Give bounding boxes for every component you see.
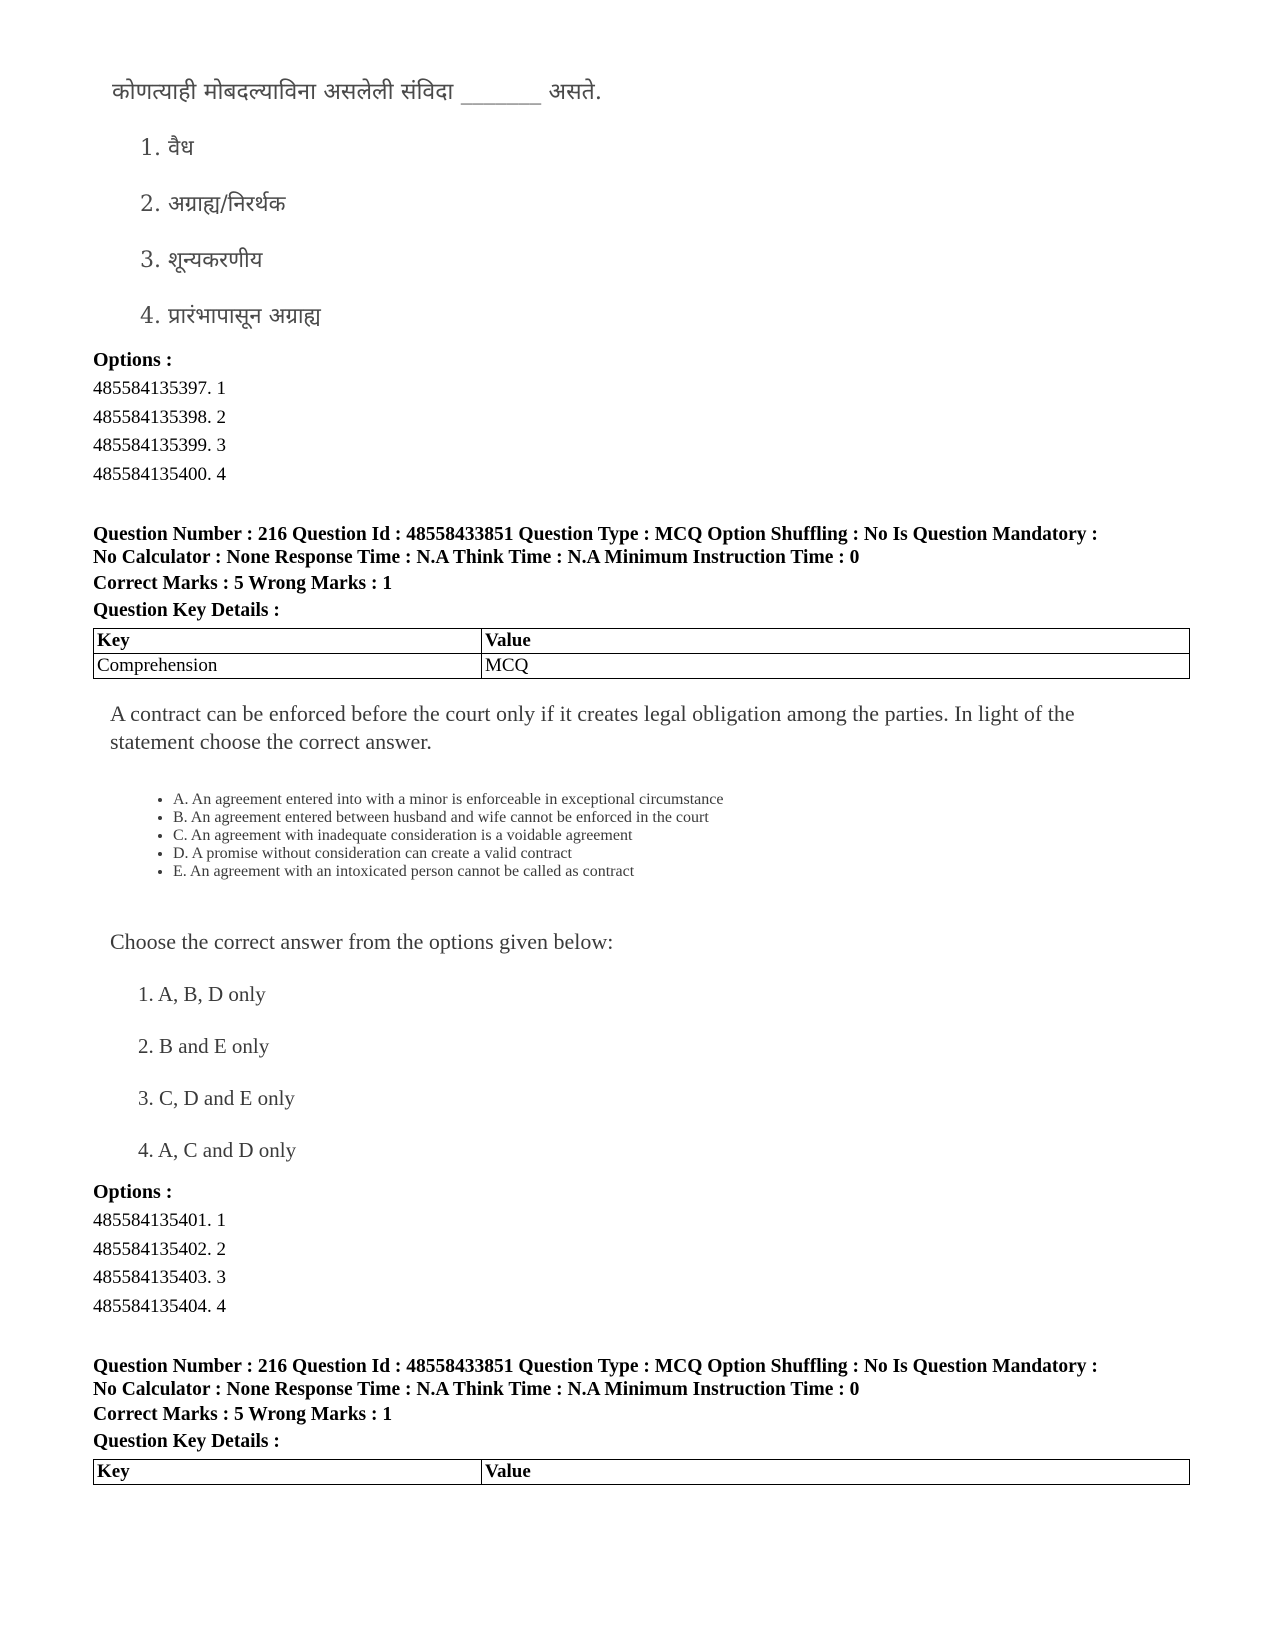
value-cell: MCQ [482,654,1190,679]
q1-options-list [93,375,226,489]
q2-statement-a: • A. An agreement entered into with a minor is enforceable in exceptional circumstance [173,791,723,809]
q2-key-table [93,628,1190,679]
q2-choice-4: 4. A, C and D only [138,1138,297,1162]
q2-metadata [93,523,1193,569]
q2-question-image [110,700,1210,756]
q2-choice-2: 2. B and E only [138,1034,270,1058]
q2-option-2: 485584135402. 2 [93,1238,226,1260]
q3-metadata [93,1355,1193,1401]
q1-option-3: 485584135399. 3 [93,435,226,456]
q1-stem: कोणत्याही मोबदल्याविना असलेली संविदा _______ असते. [112,79,603,105]
q2-choices [138,980,296,1188]
key-cell: Comprehension [94,654,482,679]
q2-meta-line-2: No Calculator : None Response Time : N.A Think Time : N.A Minimum Instruction Time : 0 [93,547,860,568]
q2-option-1: 485584135401. 1 [93,1210,226,1231]
value-header: Value [482,1460,1190,1485]
table-header-row [94,1460,1190,1485]
q1-options-heading: Options : [93,349,173,371]
table-header-row [94,629,1190,654]
q3-meta-line-1: Question Number : 216 Question Id : 48558433851 Question Type : MCQ Option Shuffling : No Is Question Mandatory : [93,1356,1098,1377]
key-header: Key [94,629,482,654]
q2-choice-1: 1. A, B, D only [138,982,266,1006]
q2-key-details-heading: Question Key Details : [93,600,280,621]
q1-choice-3: 3. शून्यकरणीय [140,248,263,273]
q2-statements [133,791,723,881]
q2-options-list [93,1207,226,1321]
q2-statement-d: • D. A promise without consideration can create a valid contract [173,845,723,863]
q2-option-4: 485584135404. 4 [93,1295,226,1317]
q2-statement-b: • B. An agreement entered between husband and wife cannot be enforced in the court [173,809,723,827]
q1-question-image [112,78,602,106]
key-header: Key [94,1460,482,1485]
q2-option-3: 485584135403. 3 [93,1267,226,1288]
q2-instruction: Choose the correct answer from the options given below: [110,929,614,954]
q1-option-4: 485584135400. 4 [93,463,226,485]
q3-meta-line-2: No Calculator : None Response Time : N.A Think Time : N.A Minimum Instruction Time : 0 [93,1379,860,1400]
q1-choice-2: 2. अग्राह्य/निरर्थक [140,192,286,217]
q1-option-2: 485584135398. 2 [93,406,226,428]
q2-choice-3: 3. C, D and E only [138,1086,295,1110]
q2-options-heading: Options : [93,1181,173,1203]
q2-statement-c: • C. An agreement with inadequate consideration is a voidable agreement [173,827,723,845]
q2-stem-line-2: statement choose the correct answer. [110,729,432,754]
q2-instruction-wrap [110,928,613,956]
q2-statement-e: • E. An agreement with an intoxicated person cannot be called as contract [173,863,723,881]
q1-choice-1: 1. वैध [140,136,194,161]
q1-choice-4: 4. प्रारंभापासून अग्राह्य [140,304,321,329]
q1-option-1: 485584135397. 1 [93,378,226,399]
q2-marks: Correct Marks : 5 Wrong Marks : 1 [93,573,393,594]
q2-stem-line-1: A contract can be enforced before the court only if it creates legal obligation among the parties. In light of the [110,701,1075,726]
q2-meta-line-1: Question Number : 216 Question Id : 48558433851 Question Type : MCQ Option Shuffling : No Is Question Mandatory : [93,524,1098,545]
q1-choices [140,135,321,359]
q3-marks: Correct Marks : 5 Wrong Marks : 1 [93,1404,393,1425]
value-header: Value [482,629,1190,654]
q3-key-details-heading: Question Key Details : [93,1431,280,1452]
table-row [94,654,1190,679]
q3-key-table [93,1459,1190,1485]
